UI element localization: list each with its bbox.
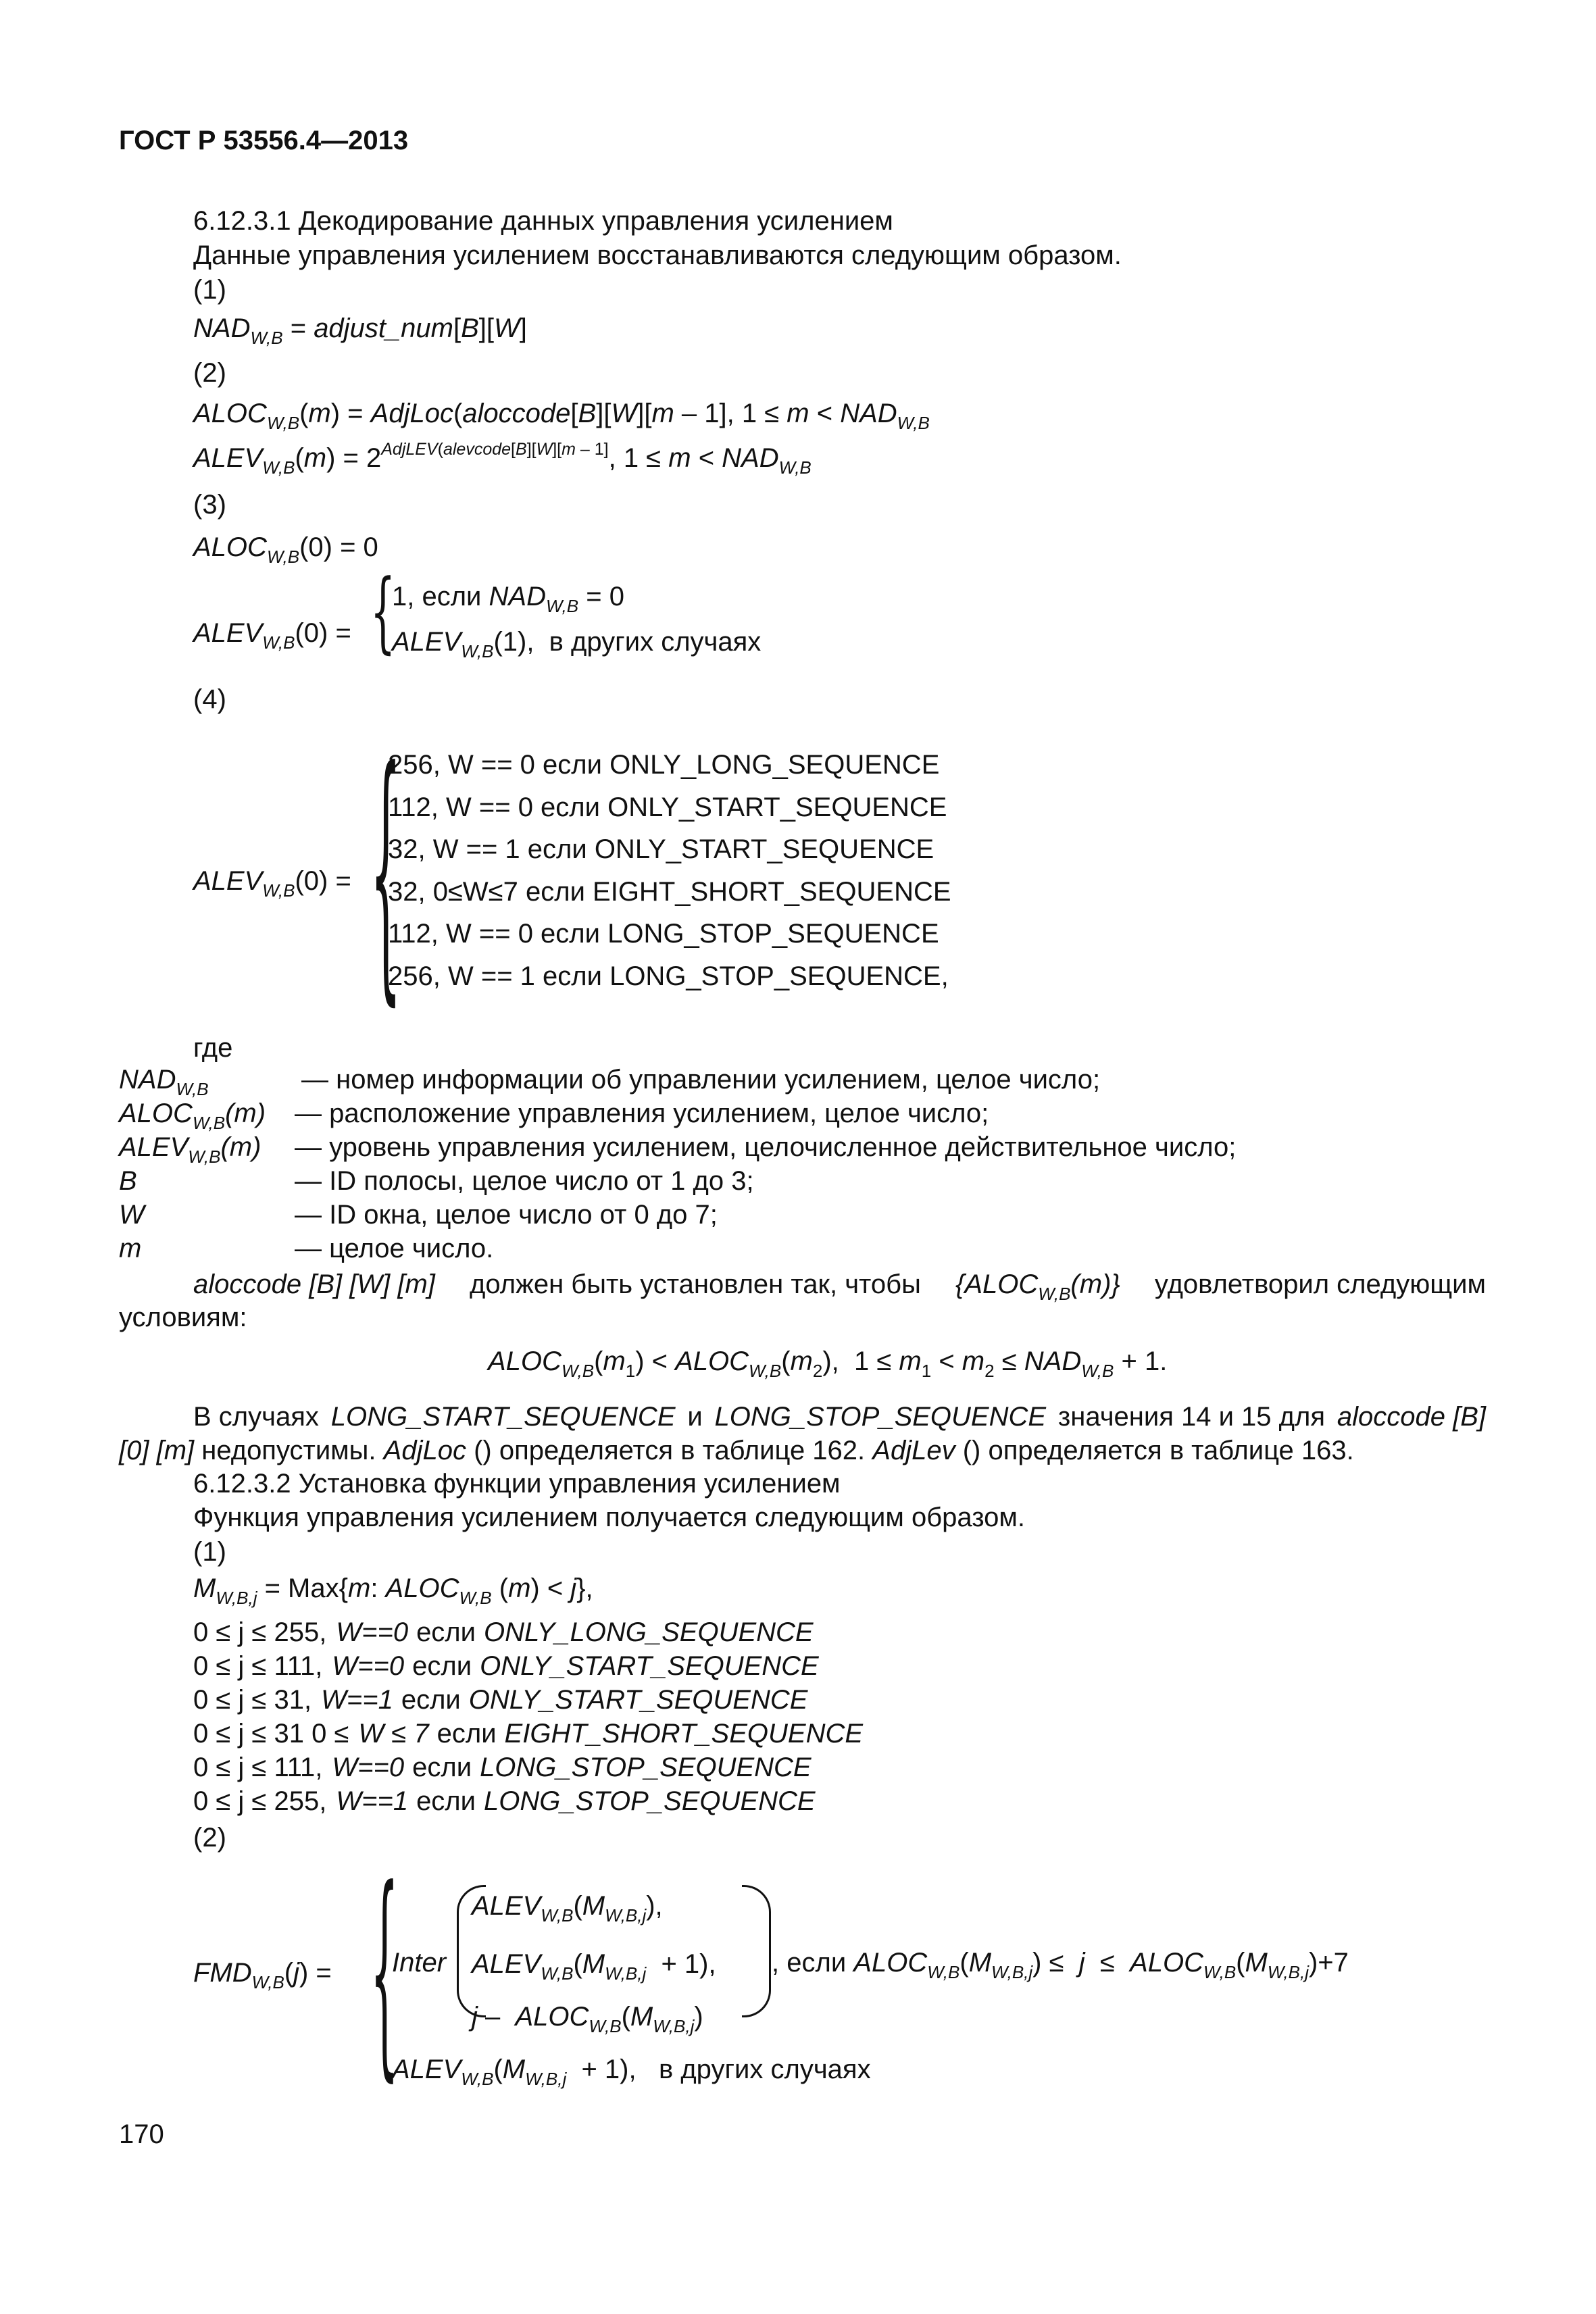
symbol-subscript: W,B — [188, 1147, 221, 1167]
formula-number-2: (2) — [193, 358, 226, 388]
section-intro-function: Функция управления усилением получается следующим образом. — [193, 1503, 1025, 1532]
formula-alev-zero-label-a: $ALEV_{W,B}(0)$ = — [193, 618, 351, 653]
aloccode-term: [0] [m] — [119, 1436, 195, 1465]
section-intro-decoding: Данные управления усилением восстанавливаются следующим образом. — [193, 241, 1122, 270]
definition-symbol — [119, 1200, 145, 1230]
section-heading-function: 6.12.3.2 Установка функции управления усилением — [193, 1469, 841, 1499]
sequence-term: EIGHT_SHORT_SEQUENCE — [504, 1719, 864, 1749]
definition-text: — ID окна, целое число от 0 до 7; — [295, 1200, 718, 1230]
sequence-term: ONLY_START_SEQUENCE — [480, 1651, 819, 1681]
formula-m-max: $M_{W,B,j} = Max\{m$: $ALOC_{W,B}$ (m) < j}, — [193, 1574, 593, 1608]
symbol-name: ALEV — [119, 1132, 189, 1162]
symbol-name: ALOC — [119, 1099, 193, 1128]
range-condition — [193, 1683, 807, 1717]
sequence-term: LONG_STOP_SEQUENCE — [480, 1753, 812, 1782]
aloccode-term: aloccode [B] — [1337, 1402, 1486, 1432]
alev-case-line: 112, W == 0 если ONLY_START_SEQUENCE — [388, 793, 947, 822]
inter-label: Inter — [392, 1948, 447, 1978]
definition-text: — целое число. — [295, 1234, 494, 1263]
definition-symbol — [119, 1099, 266, 1133]
paragraph-text: недопустимы. — [201, 1436, 376, 1465]
where-label: где — [193, 1033, 233, 1063]
formula-alev: $ALEV_{W,B}(m) = 2^{AdjLEV(alevcode[B][W][m - 1]}$, $1 \le m < NAD_{W,B}$ — [193, 440, 812, 478]
window-condition: W==0 — [332, 1753, 405, 1782]
formula-nad: $NAD_{W,B}$ = adjust_num[B][W] — [193, 313, 527, 348]
definition-text: — номер информации об управлении усилением, целое число; — [301, 1065, 1101, 1095]
symbol-name: B — [119, 1166, 137, 1196]
symbol-subscript: W,B — [176, 1079, 209, 1099]
formula-number-1: (1) — [193, 275, 226, 305]
sequence-term: LONG_STOP_SEQUENCE — [484, 1786, 816, 1816]
definition-symbol — [119, 1234, 141, 1264]
sequence-term: LONG_START_SEQUENCE — [330, 1402, 676, 1432]
formula-alev-zero-label-b: $ALEV_{W,B}(0)$ = — [193, 866, 351, 901]
alev-case-line: 256, W == 1 если LONG_STOP_SEQUENCE, — [388, 961, 949, 991]
document-header: ГОСТ Р 53556.4—2013 — [119, 126, 409, 155]
paragraph-text: и — [687, 1402, 703, 1432]
page-number: 170 — [119, 2119, 164, 2149]
case-brace: { — [370, 560, 396, 663]
if-word: если — [416, 1786, 476, 1816]
formula-aloc: $ALOC_{W,B}(m)$ = AdjLoc(aloccode[B][W][m – 1], $1 \le m < NAD_{W,B}$ — [193, 399, 930, 433]
definition-symbol — [119, 1166, 137, 1197]
symbol-argument: (m) — [220, 1132, 261, 1162]
symbol-name: W — [119, 1200, 145, 1230]
symbol-argument: (m) — [225, 1099, 266, 1128]
range-text: 0 ≤ j ≤ 111, — [193, 1651, 323, 1681]
alev-case-line: 32, W == 1 если ONLY_START_SEQUENCE — [388, 834, 934, 864]
paragraph-invalid-values-cont — [119, 1434, 1354, 1467]
function-term: AdjLev — [872, 1436, 955, 1465]
case-brace: { — [370, 1841, 399, 2101]
section-heading-decoding: 6.12.3.1 Декодирование данных управления усилением — [193, 206, 893, 236]
definition-text: — расположение управления усилением, целое число; — [295, 1099, 989, 1128]
definition-symbol — [119, 1132, 261, 1167]
paragraph-text: удовлетворил следующим — [1154, 1269, 1486, 1299]
symbol-name: m — [119, 1234, 142, 1263]
formula-number-3: (3) — [193, 490, 226, 520]
range-text: 0 ≤ j ≤ 31, — [193, 1685, 312, 1715]
sequence-term: ONLY_START_SEQUENCE — [468, 1685, 808, 1715]
alev-case-line: 256, W == 0 если ONLY_LONG_SEQUENCE — [388, 750, 940, 780]
window-condition: W==1 — [336, 1786, 409, 1816]
range-text: 0 ≤ j ≤ 255, — [193, 1617, 327, 1647]
fmd-case-2: $ALEV_{W,B}(M_{W,B,j} + 1)$, в других случаях — [392, 2055, 871, 2089]
sequence-term: LONG_STOP_SEQUENCE — [714, 1402, 1047, 1432]
window-condition: W==0 — [332, 1651, 405, 1681]
range-condition — [193, 1751, 812, 1784]
paragraph-text: В случаях — [193, 1402, 319, 1432]
paragraph-text: должен быть установлен так, чтобы — [470, 1269, 921, 1299]
sequence-term: ONLY_LONG_SEQUENCE — [484, 1617, 814, 1647]
if-word: если — [412, 1753, 472, 1782]
formula-alev-case-a1: 1, если $NAD_{W,B} = 0$ — [392, 582, 624, 616]
function-term: AdjLoc — [383, 1436, 466, 1465]
window-condition: W==0 — [336, 1617, 409, 1647]
paragraph-text: значения 14 и 15 для — [1057, 1402, 1326, 1432]
range-condition — [193, 1717, 863, 1751]
aloccode-term: aloccode [B] [W] [m] — [193, 1269, 435, 1299]
formula-alev-case-a2: $ALEV_{W,B}(1)$, в других случаях — [392, 627, 762, 661]
symbol-name: NAD — [119, 1065, 176, 1095]
formula-fmd-label: $FMD_{W,B}(j)$ = — [193, 1958, 332, 1992]
if-word: если — [412, 1651, 472, 1681]
paragraph-aloccode — [193, 1267, 1486, 1304]
alev-case-line: 32, 0≤W≤7 если EIGHT_SHORT_SEQUENCE — [388, 877, 951, 907]
range-condition — [193, 1784, 816, 1818]
paragraph-conditions-label: условиям: — [119, 1303, 247, 1332]
window-condition: W==1 — [321, 1685, 393, 1715]
range-condition — [193, 1649, 819, 1683]
inter-arg-2: $ALEV_{W,B}(M_{W,B,j} + 1)$, — [472, 1949, 716, 1984]
range-text: 0 ≤ j ≤ 31 0 ≤ — [193, 1719, 349, 1749]
if-word: если — [416, 1617, 476, 1647]
aloc-set-term: $\{ALOC_{W,B}(m)\}$ — [955, 1269, 1120, 1304]
if-word: если — [437, 1719, 497, 1749]
if-word: если — [401, 1685, 461, 1715]
window-condition: W ≤ 7 — [358, 1719, 429, 1749]
definition-text: — уровень управления усилением, целочисленное действительное число; — [295, 1132, 1237, 1162]
right-paren — [742, 1885, 771, 2017]
fmd-case-1-condition: , если $ALOC_{W,B}(M_{W,B,j}) \le j$ ≤ $ALOC_{W,B}(M_{W,B,j})+7$ — [772, 1948, 1349, 1982]
paragraph-text: () определяется в таблице 162. — [474, 1436, 866, 1465]
formula-number-4: (4) — [193, 684, 226, 714]
alev-case-line: 112, W == 0 если LONG_STOP_SEQUENCE — [388, 919, 939, 949]
formula-number-s2-2: (2) — [193, 1823, 226, 1853]
definition-text: — ID полосы, целое число от 1 до 3; — [295, 1166, 754, 1196]
case-brace: { — [370, 714, 401, 1028]
definition-symbol — [119, 1065, 209, 1099]
formula-monotonic: $ALOC_{W,B}(m_1)$ < $ALOC_{W,B}(m_2)$, $1 \le m_1 < m_2 \le NAD_{W,B} + 1$. — [488, 1347, 1168, 1381]
range-text: 0 ≤ j ≤ 111, — [193, 1753, 323, 1782]
formula-aloc-zero: $ALOC_{W,B}(0) = 0$ — [193, 532, 378, 567]
paragraph-text: () определяется в таблице 163. — [962, 1436, 1354, 1465]
range-text: 0 ≤ j ≤ 255, — [193, 1786, 327, 1816]
paragraph-invalid-values — [193, 1400, 1486, 1434]
symbol-subscript: W,B — [192, 1113, 226, 1133]
inter-arg-3: j – $ALOC_{W,B}(M_{W,B,j})$ — [472, 2002, 703, 2036]
inter-arg-1: $ALEV_{W,B}(M_{W,B,j})$, — [472, 1891, 663, 1926]
range-condition — [193, 1615, 814, 1649]
formula-number-s2-1: (1) — [193, 1537, 226, 1567]
